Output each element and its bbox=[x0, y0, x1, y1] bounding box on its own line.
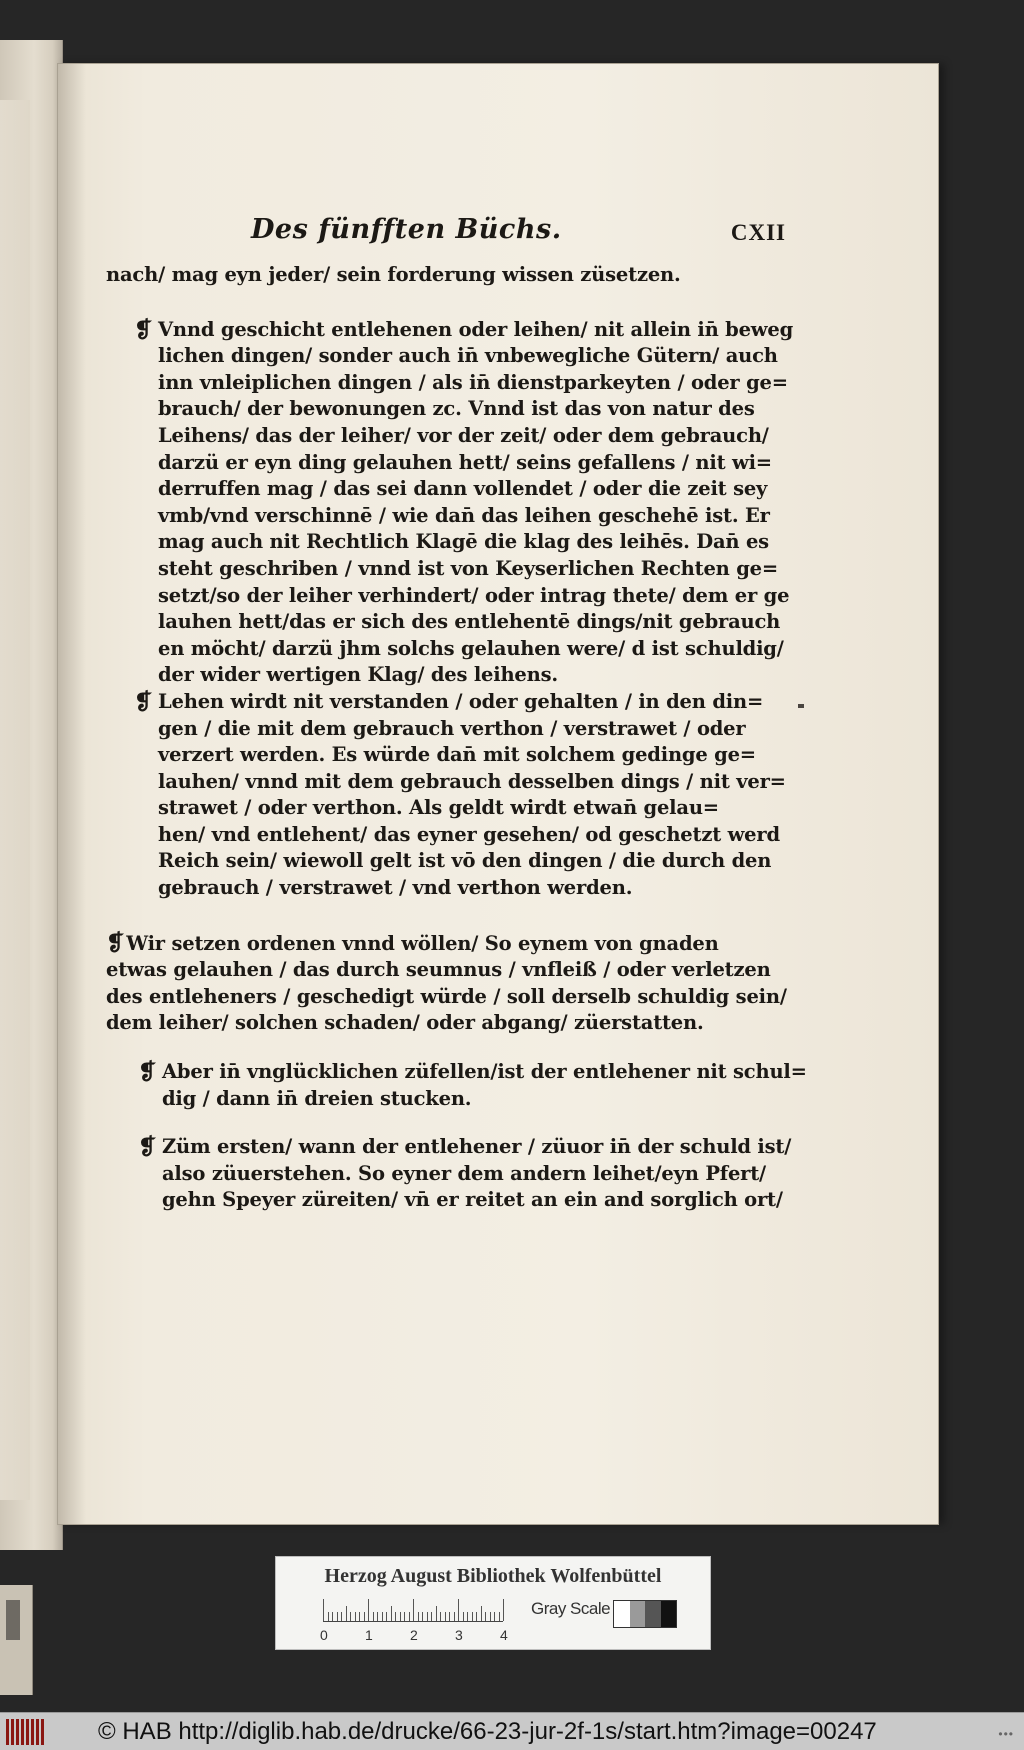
margin-mark bbox=[798, 704, 804, 708]
pilcrow-icon: ❡ bbox=[138, 1059, 157, 1086]
ruler-tick bbox=[472, 1612, 473, 1621]
gray-scale-label: Gray Scale bbox=[531, 1599, 611, 1618]
text-line: Züm ersten/ wann der entlehener / züuor in̄ der schuld ist/ bbox=[162, 1135, 792, 1159]
ruler-number: 3 bbox=[455, 1627, 463, 1643]
ruler-number: 2 bbox=[410, 1627, 418, 1643]
gray-swatch bbox=[614, 1601, 630, 1627]
text-line: strawet / oder verthon. Als geldt wirdt etwan̄ gelau= bbox=[158, 796, 719, 820]
gray-scale-swatches bbox=[613, 1600, 677, 1628]
library-name: Herzog August Bibliothek Wolfenbüttel bbox=[324, 1565, 662, 1587]
ruler-tick bbox=[418, 1612, 419, 1621]
ruler-tick bbox=[440, 1612, 441, 1621]
ruler-tick bbox=[382, 1612, 383, 1621]
ruler-tick bbox=[404, 1612, 405, 1621]
page-text bbox=[106, 214, 807, 1214]
more-options-icon[interactable]: ••• bbox=[998, 1727, 1014, 1741]
ruler-tick bbox=[431, 1612, 432, 1621]
text-line: mag auch nit Rechtlich Klagē die klag des leihēs. Dan̄ es bbox=[158, 530, 769, 554]
text-line: hen/ vnd entlehent/ das eyner gesehen/ od geschetzt werd bbox=[158, 822, 780, 846]
gray-swatch bbox=[661, 1601, 677, 1627]
ruler-tick bbox=[445, 1612, 446, 1621]
text-line: setzt/so der leiher verhindert/ oder intrag thete/ dem er ge bbox=[158, 583, 790, 607]
scale-ruler bbox=[323, 1597, 503, 1622]
text-line: gebrauch / verstrawet / vnd verthon werden. bbox=[158, 876, 633, 900]
text-line: gehn Speyer züreiten/ vn̄ er reitet an ein and sorglich ort/ bbox=[162, 1188, 783, 1212]
ruler-tick bbox=[368, 1599, 369, 1621]
text-line: vmb/vnd verschinnē / wie dan̄ das leihen geschehē ist. Er bbox=[158, 503, 770, 527]
text-line: des entleheners / geschedigt würde / soll derselb schuldig sein/ bbox=[106, 984, 787, 1008]
text-line: derruffen mag / das sei dann vollendet / oder die zeit sey bbox=[158, 477, 768, 501]
text-line: Reich sein/ wiewoll gelt ist vō den dingen / die durch den bbox=[158, 849, 772, 873]
ruler-tick bbox=[323, 1599, 324, 1621]
text-line: steht geschriben / vnnd ist von Keyserlichen Rechten ge= bbox=[158, 556, 779, 580]
text-line: darzü er eyn ding gelauhen hett/ seins gefallens / nit wi= bbox=[158, 450, 772, 474]
ruler-tick bbox=[494, 1612, 495, 1621]
color-reference-card bbox=[275, 1556, 711, 1650]
ruler-tick bbox=[467, 1612, 468, 1621]
text-line: verzert werden. Es würde dan̄ mit solchem gedinge ge= bbox=[158, 743, 756, 767]
paragraph-1 bbox=[134, 316, 794, 689]
text-line: en möcht/ darzü jhm solchs gelauhen were/ d ist schuldig/ bbox=[158, 636, 784, 660]
page-header bbox=[106, 214, 786, 258]
text-line: dem leiher/ solchen schaden/ oder abgang/ züerstatten. bbox=[106, 1011, 704, 1035]
paragraph-2 bbox=[134, 688, 786, 902]
ruler-tick bbox=[463, 1612, 464, 1621]
ruler-tick bbox=[395, 1612, 396, 1621]
left-facing-page bbox=[0, 40, 63, 1550]
ruler-tick bbox=[476, 1612, 477, 1621]
ruler-tick bbox=[458, 1599, 459, 1621]
pilcrow-icon: ❡ bbox=[138, 1134, 157, 1161]
hab-logo-icon bbox=[6, 1719, 46, 1745]
ruler-tick bbox=[332, 1612, 333, 1621]
scanned-page bbox=[58, 64, 938, 1524]
text-line bbox=[106, 930, 786, 958]
left-page-sticker bbox=[6, 1600, 20, 1640]
text-line: Vnnd geschicht entlehenen oder leihen/ nit allein in̄ beweg bbox=[158, 317, 794, 341]
gray-swatch bbox=[645, 1601, 661, 1627]
ruler-tick bbox=[337, 1612, 338, 1621]
paragraph-4 bbox=[138, 1059, 807, 1112]
text-line: lauhen/ vnnd mit dem gebrauch desselben dings / nit ver= bbox=[158, 769, 786, 793]
ruler-tick bbox=[503, 1599, 504, 1621]
pilcrow-icon: ❡ bbox=[134, 316, 153, 343]
ruler-tick bbox=[499, 1612, 500, 1621]
ruler-number: 4 bbox=[500, 1627, 508, 1643]
ruler-tick bbox=[436, 1606, 437, 1621]
ruler-tick bbox=[386, 1612, 387, 1621]
ruler-tick bbox=[427, 1612, 428, 1621]
ruler-tick bbox=[449, 1612, 450, 1621]
text-line: inn vnleiplichen dingen / als in̄ dienstparkeyten / oder ge= bbox=[158, 370, 788, 394]
text-line: gen / die mit dem gebrauch verthon / verstrawet / oder bbox=[158, 716, 746, 740]
gutter-shadow bbox=[58, 64, 86, 1524]
ruler-tick bbox=[454, 1612, 455, 1621]
text-line: Lehen wirdt nit verstanden / oder gehalten / in den din= bbox=[158, 689, 764, 713]
pilcrow-icon: ❡ bbox=[134, 688, 153, 715]
text-line: etwas gelauhen / das durch seumnus / vnfleiß / oder verletzen bbox=[106, 958, 771, 982]
folio-number: CXII bbox=[730, 220, 786, 245]
intro-line bbox=[106, 262, 786, 289]
ruler-tick bbox=[350, 1612, 351, 1621]
gray-swatch bbox=[630, 1601, 646, 1627]
ruler-tick bbox=[341, 1612, 342, 1621]
text-line: Leihens/ das der leiher/ vor der zeit/ oder dem gebrauch/ bbox=[158, 423, 769, 447]
ruler-tick bbox=[377, 1612, 378, 1621]
ruler-tick bbox=[328, 1612, 329, 1621]
footer-bar bbox=[0, 1712, 1024, 1750]
ruler-tick bbox=[359, 1612, 360, 1621]
paragraph-3 bbox=[106, 930, 786, 1037]
text-line: lauhen hett/das er sich des entlehentē dings/nit gebrauch bbox=[158, 610, 781, 634]
ruler-tick bbox=[391, 1606, 392, 1621]
ruler-tick bbox=[409, 1612, 410, 1621]
text-line: dig / dann in̄ dreien stucken. bbox=[162, 1086, 472, 1110]
pilcrow-icon: ❡ bbox=[106, 929, 125, 956]
text-line: nach/ mag eyn jeder/ sein forderung wissen züsetzen. bbox=[106, 263, 681, 286]
ruler-tick bbox=[400, 1612, 401, 1621]
ruler-tick bbox=[364, 1612, 365, 1621]
text-line: der wider wertigen Klag/ des leihens. bbox=[158, 663, 558, 687]
ruler-tick bbox=[373, 1612, 374, 1621]
paragraph-5 bbox=[138, 1134, 792, 1214]
running-title: Des fünfften Büchs. bbox=[251, 214, 562, 245]
ruler-tick bbox=[485, 1612, 486, 1621]
ruler-tick bbox=[490, 1612, 491, 1621]
ruler-tick bbox=[355, 1612, 356, 1621]
ruler-number: 0 bbox=[320, 1627, 328, 1643]
text-line: also züuerstehen. So eyner dem andern leihet/eyn Pfert/ bbox=[162, 1161, 766, 1185]
text-line-content: Wir setzen ordenen vnnd wöllen/ So eynem von gnaden bbox=[126, 931, 719, 955]
ruler-tick bbox=[413, 1599, 414, 1621]
ruler-tick bbox=[346, 1606, 347, 1621]
source-url[interactable]: © HAB http://diglib.hab.de/drucke/66-23-jur-2f-1s/start.htm?image=00247 bbox=[98, 1718, 877, 1745]
ruler-number: 1 bbox=[365, 1627, 373, 1643]
ruler-tick bbox=[481, 1606, 482, 1621]
left-page-highlight bbox=[0, 100, 30, 1500]
text-line: Aber in̄ vnglücklichen züfellen/ist der entlehener nit schul= bbox=[162, 1060, 807, 1084]
text-line: lichen dingen/ sonder auch in̄ vnbewegliche Gütern/ auch bbox=[158, 344, 778, 368]
ruler-tick bbox=[422, 1612, 423, 1621]
text-line: brauch/ der bewonungen zc. Vnnd ist das von natur des bbox=[158, 397, 755, 421]
